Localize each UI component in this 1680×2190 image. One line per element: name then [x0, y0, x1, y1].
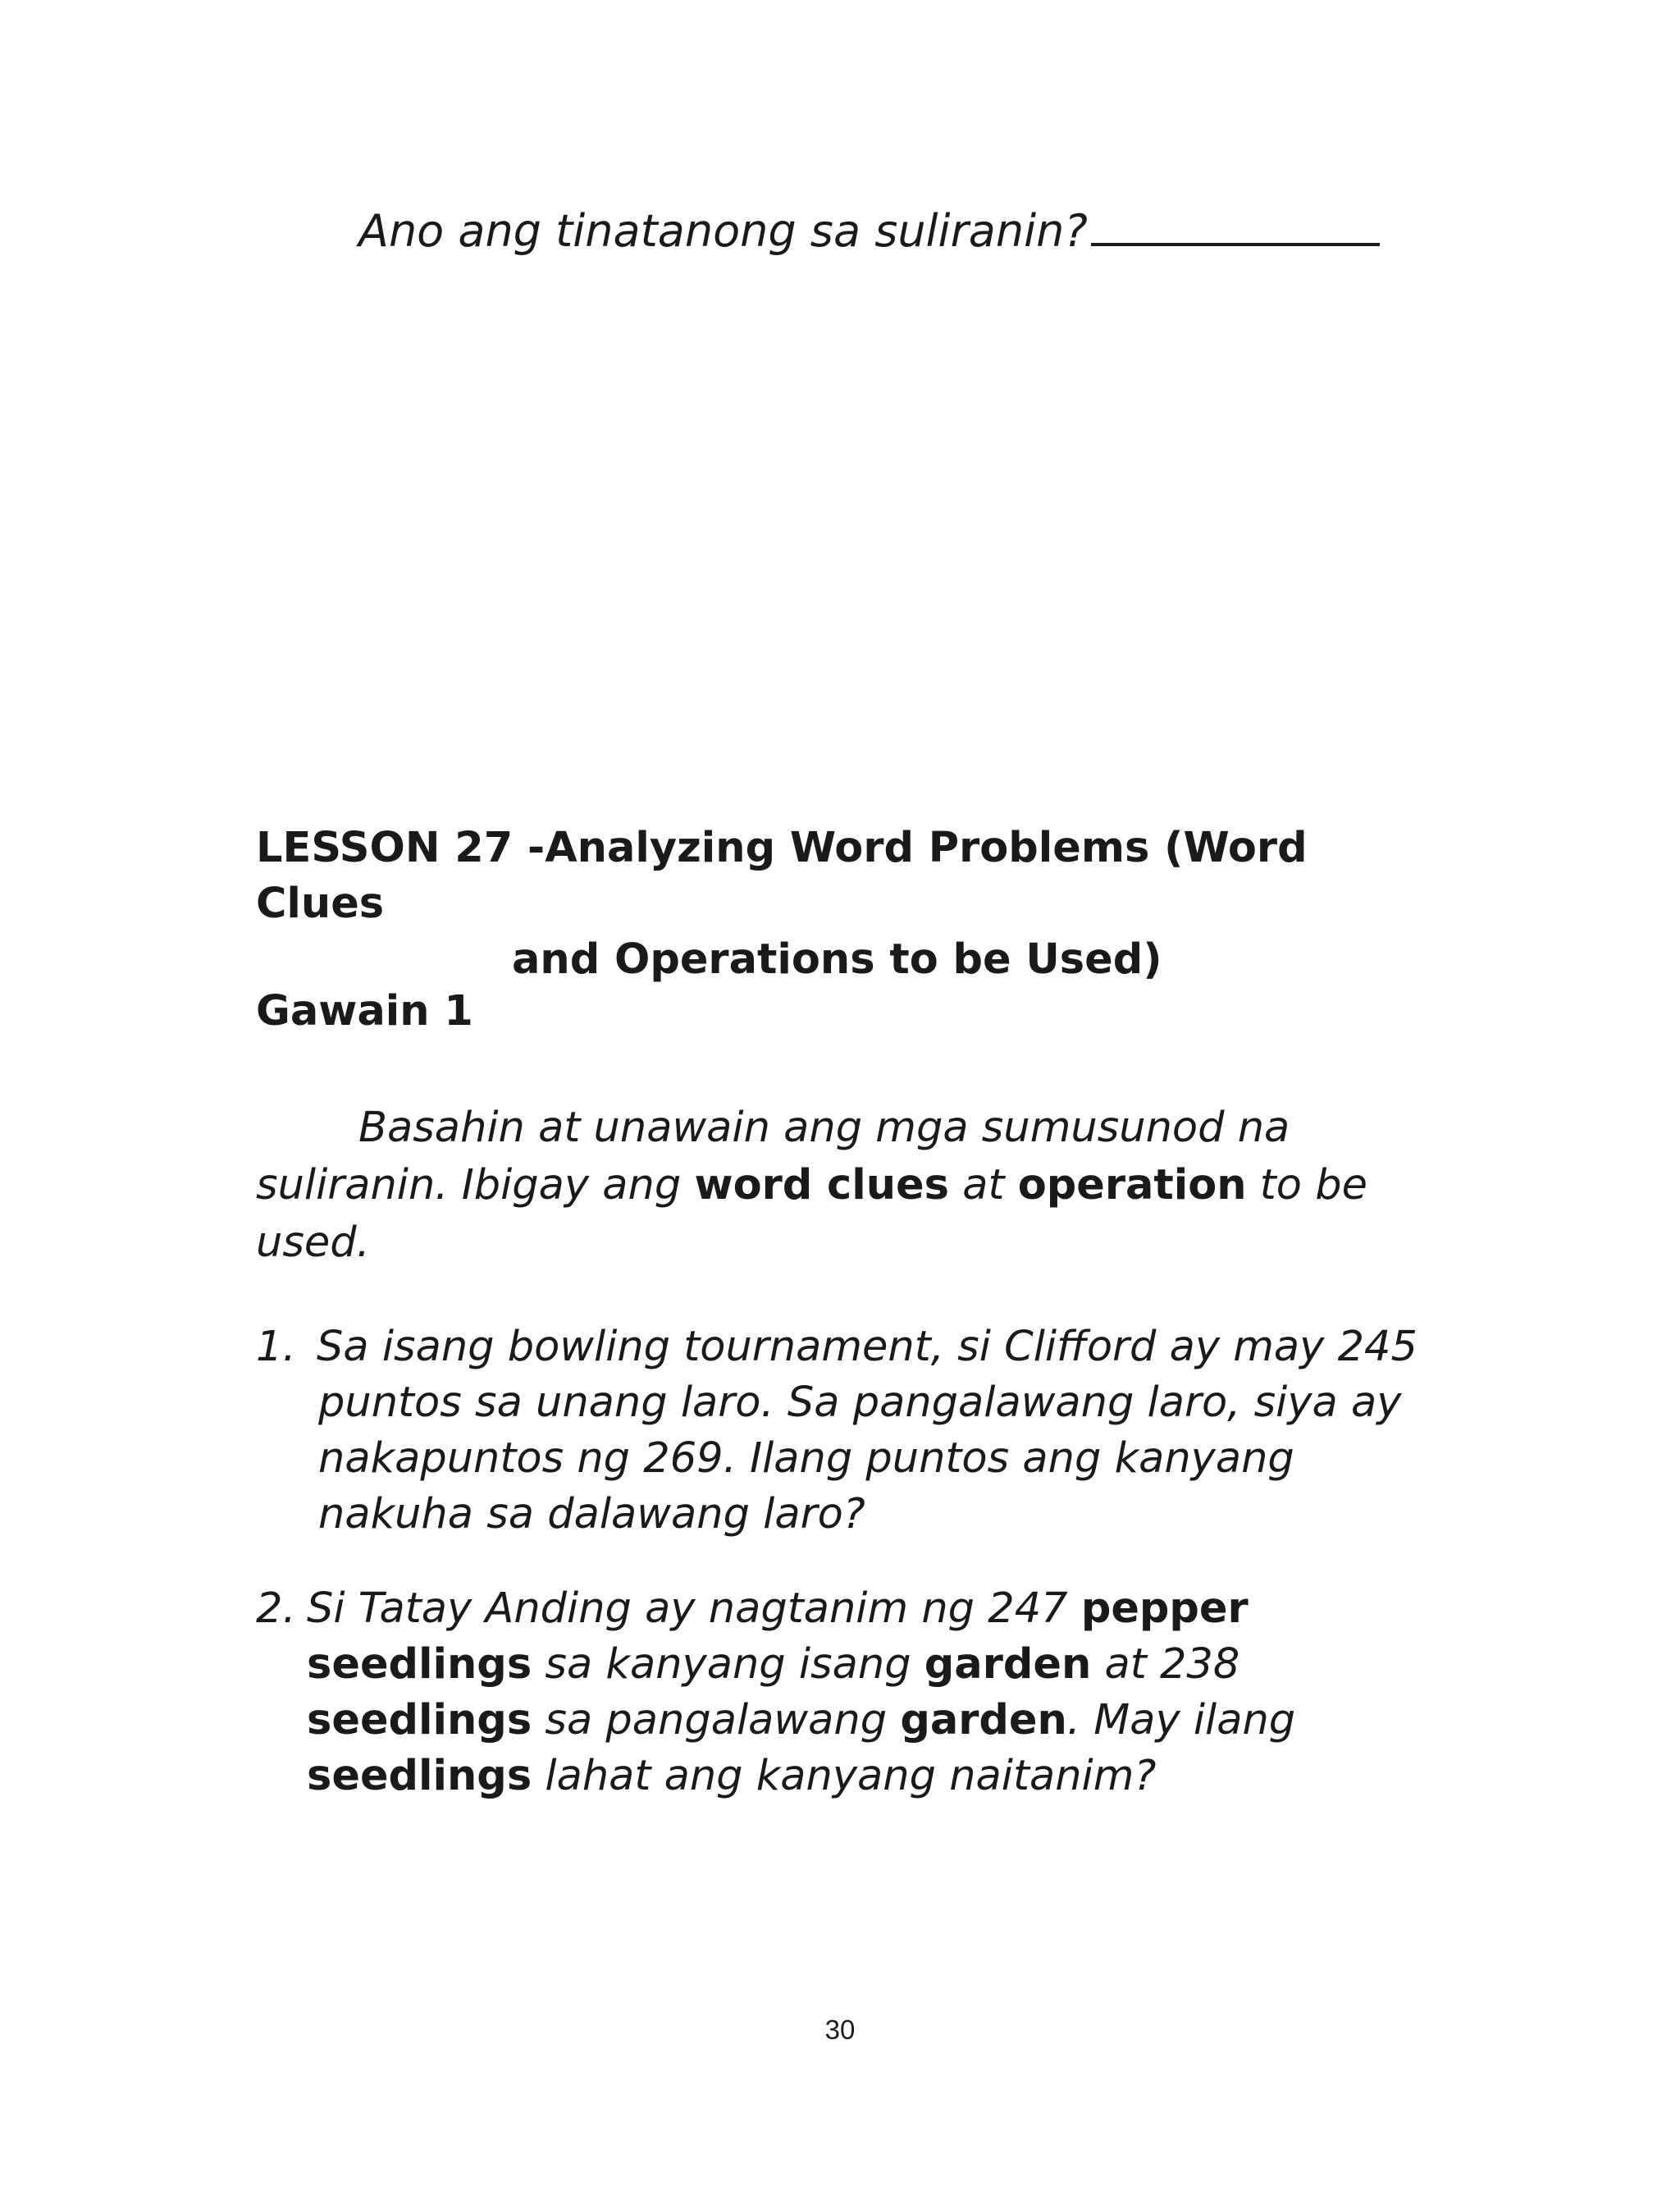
instructions: [256, 1100, 1404, 1272]
page-number: 30: [824, 2014, 856, 2045]
instructions-operation: operation: [1017, 1161, 1247, 1209]
problem-segment: seedlings: [307, 1696, 532, 1744]
instructions-word-clues: word clues: [694, 1161, 950, 1209]
lesson-title-line2: and Operations to be Used): [512, 935, 1162, 984]
answer-blank[interactable]: [1091, 203, 1380, 246]
question-text: Ano ang tinatanong sa suliranin?: [358, 205, 1088, 257]
problem-segment: at 238: [1091, 1640, 1240, 1689]
problem-text: [307, 1581, 1421, 1804]
question-line: [358, 203, 1380, 257]
activity-title: Gawain 1: [256, 987, 473, 1036]
problem-text: Sa isang bowling tournament, si Clifford ay may 245 puntos sa unang laro. Sa pangalawang laro, siya ay nakapuntos ng 269. Ilang puntos ang kanyang nakuha sa dalawang laro?: [317, 1323, 1418, 1538]
problem-segment: garden: [900, 1696, 1067, 1744]
lesson-title: [256, 821, 1372, 988]
problem-number: 2.: [256, 1584, 296, 1633]
problem-segment: sa kanyang isang: [532, 1640, 924, 1689]
instructions-part3: to be used.: [256, 1161, 1367, 1267]
problem-item-2: [256, 1581, 1421, 1804]
problem-segment: pepper seedlings: [307, 1584, 1249, 1689]
lesson-title-line1: LESSON 27 -Analyzing Word Problems (Word Clues: [256, 824, 1308, 928]
problem-segment: sa pangalawang: [532, 1696, 901, 1744]
problem-number: 1.: [256, 1323, 296, 1371]
problem-segment: garden: [924, 1640, 1092, 1689]
instructions-part2: at: [949, 1161, 1018, 1209]
problem-segment: seedlings: [307, 1752, 532, 1800]
problem-segment: lahat ang kanyang naitanim?: [532, 1752, 1157, 1800]
problem-item-1: [256, 1319, 1421, 1543]
instructions-part1: Basahin at unawain ang mga sumusunod na suliranin. Ibigay ang: [256, 1104, 1290, 1209]
problem-segment: Si Tatay Anding ay nagtanim ng 247: [307, 1584, 1081, 1633]
problem-segment: . May ilang: [1066, 1696, 1296, 1744]
